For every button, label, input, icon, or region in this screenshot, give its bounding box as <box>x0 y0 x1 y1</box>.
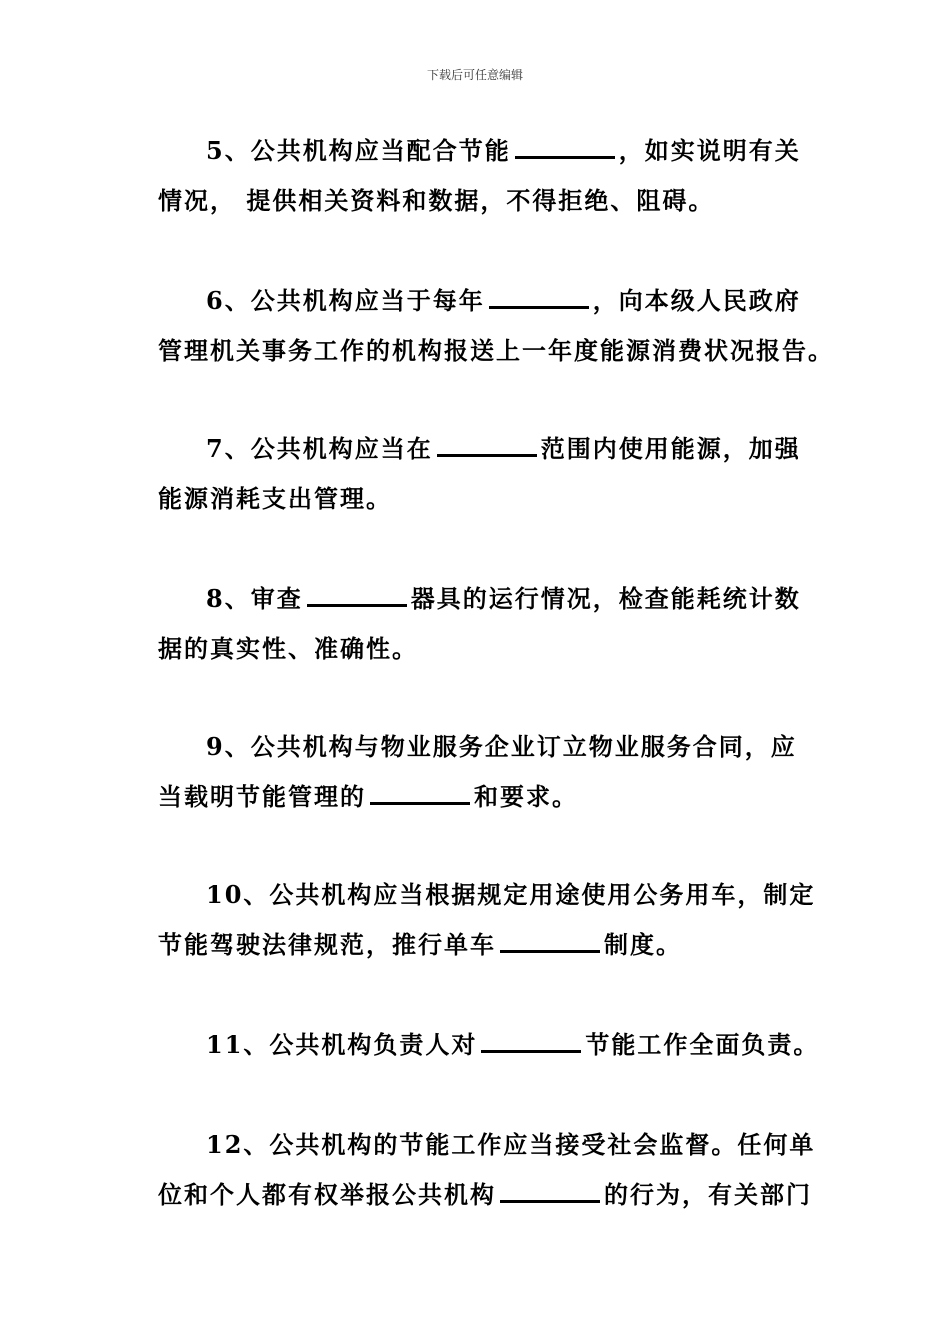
question-6-blank <box>489 288 589 309</box>
question-8-blank <box>307 586 407 607</box>
question-10 <box>158 870 818 970</box>
question-10-line-1: 10、公共机构应当根据规定用途使用公务用车，制定 <box>206 880 816 909</box>
question-9-text-b: 和要求。 <box>474 782 578 811</box>
question-12-line-2 <box>158 1170 818 1220</box>
question-5-blank <box>515 138 615 159</box>
question-9 <box>158 722 818 822</box>
question-6-text-a: 6、公共机构应当于每年 <box>206 286 485 315</box>
question-12-text-b: 的行为，有关部门 <box>604 1180 812 1209</box>
question-9-line-1: 9、公共机构与物业服务企业订立物业服务合同，应 <box>206 732 797 761</box>
question-10-line-2 <box>158 920 818 970</box>
question-11 <box>158 1020 818 1070</box>
question-7-blank <box>437 436 537 457</box>
question-5-text-a: 5、公共机构应当配合节能 <box>206 136 511 165</box>
question-8-text-a: 8、审查 <box>206 584 303 613</box>
question-9-text-a: 当载明节能管理的 <box>158 782 366 811</box>
question-8-line-2: 据的真实性、准确性。 <box>158 634 418 663</box>
question-12-blank <box>500 1182 600 1203</box>
question-7-line-2: 能源消耗支出管理。 <box>158 484 392 513</box>
question-5-text-b: ，如实说明有关 <box>618 136 801 165</box>
question-11-text-a: 11、公共机构负责人对 <box>206 1030 478 1059</box>
question-7 <box>158 424 818 524</box>
question-6-line-1 <box>158 276 818 326</box>
question-6-text-b: ，向本级人民政府 <box>592 286 801 315</box>
question-5 <box>158 126 818 226</box>
question-8 <box>158 574 818 674</box>
question-12 <box>158 1120 818 1220</box>
question-10-blank <box>500 932 600 953</box>
question-7-text-b: 范围内使用能源，加强 <box>540 434 801 463</box>
question-6-line-2: 管理机关事务工作的机构报送上一年度能源消费状况报告。 <box>158 336 834 365</box>
question-8-text-b: 器具的运行情况，检查能耗统计数 <box>410 584 801 613</box>
question-11-text-b: 节能工作全面负责。 <box>585 1030 820 1059</box>
question-10-text-b: 制度。 <box>604 930 682 959</box>
question-5-line-1 <box>158 126 818 176</box>
question-11-blank <box>481 1032 581 1053</box>
question-12-line-1: 12、公共机构的节能工作应当接受社会监督。任何单 <box>206 1130 816 1159</box>
question-5-line-2: 情况， 提供相关资料和数据，不得拒绝、阻碍。 <box>158 186 715 215</box>
question-7-line-1 <box>158 424 818 474</box>
question-9-line-2 <box>158 772 818 822</box>
question-12-text-a: 位和个人都有权举报公共机构 <box>158 1180 496 1209</box>
question-7-text-a: 7、公共机构应当在 <box>206 434 433 463</box>
page-header: 下载后可任意编辑 <box>426 68 523 82</box>
question-10-text-a: 节能驾驶法律规范，推行单车 <box>158 930 496 959</box>
question-9-blank <box>370 784 470 805</box>
question-11-line-1 <box>158 1020 818 1070</box>
question-8-line-1 <box>158 574 818 624</box>
question-6 <box>158 276 834 376</box>
